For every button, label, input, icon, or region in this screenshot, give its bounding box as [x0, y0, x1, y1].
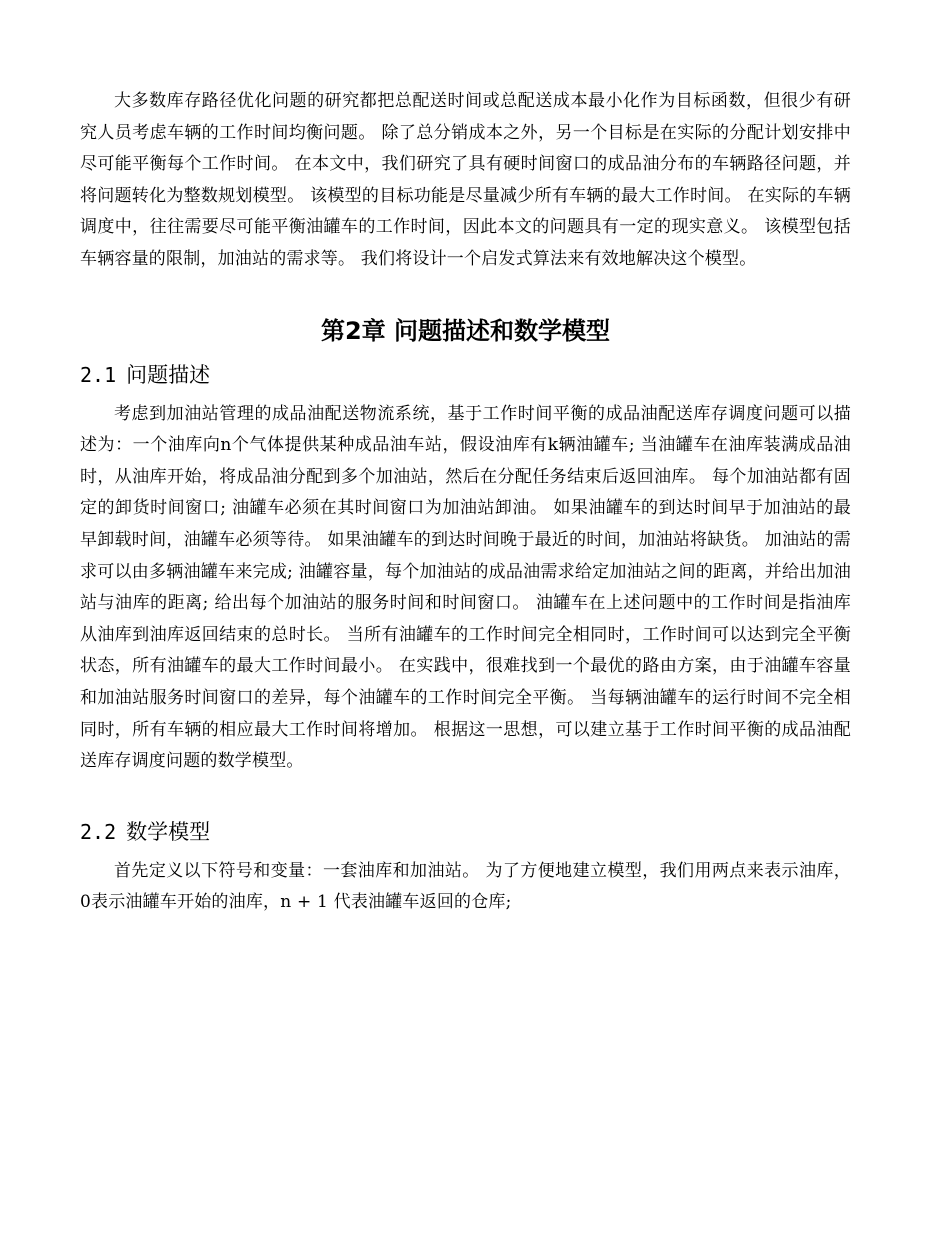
- section-heading-2-2: [80, 816, 851, 848]
- section-heading-2-1: [80, 359, 851, 391]
- problem-description-paragraph: 考虑到加油站管理的成品油配送物流系统，基于工作时间平衡的成品油配送库存调度问题可以描述为：一个油库向n个气体提供某种成品油车站，假设油库有k辆油罐车; 当油罐车在油库装满成品油时，从油库开始，将成品油分配到多个加油站，然后在分配任务结束后返回油库。 每个加油站都有固定的卸货时间窗口; 油罐车必须在其时间窗口为加油站卸油。 如果油罐车的到达时间早于加油站的最早卸载时间，油罐车必须等待。 如果油罐车的到达时间晚于最近的时间，加油站将缺货。 加油站的需求可以由多辆油罐车来完成; 油罐容量，每个加油站的成品油需求给定加油站之间的距离，并给出加油站与油库的距离; 给出每个加油站的服务时间和时间窗口。 油罐车在上述问题中的工作时间是指油库从油库到油库返回结束的总时长。 当所有油罐车的工作时间完全相同时，工作时间可以达到完全平衡状态，所有油罐车的最大工作时间最小。 在实践中，很难找到一个最优的路由方案，由于油罐车容量和加油站服务时间窗口的差异，每个油罐车的工作时间完全平衡。 当每辆油罐车的运行时间不完全相同时，所有车辆的相应最大工作时间将增加。 根据这一思想，可以建立基于工作时间平衡的成品油配送库存调度问题的数学模型。: [80, 403, 851, 772]
- document-page: [80, 86, 851, 919]
- intro-paragraph: 大多数库存路径优化问题的研究都把总配送时间或总配送成本最小化作为目标函数，但很少有研究人员考虑车辆的工作时间均衡问题。 除了总分销成本之外，另一个目标是在实际的分配计划安排中尽可能平衡每个工作时间。 在本文中，我们研究了具有硬时间窗口的成品油分布的车辆路径问题，并将问题转化为整数规划模型。 该模型的目标功能是尽量减少所有车辆的最大工作时间。 在实际的车辆调度中，往往需要尽可能平衡油罐车的工作时间，因此本文的问题具有一定的现实意义。 该模型包括车辆容量的限制，加油站的需求等。 我们将设计一个启发式算法来有效地解决这个模型。: [80, 91, 851, 269]
- section-number: 2.1: [80, 362, 117, 387]
- math-model-paragraph: 首先定义以下符号和变量：一套油库和加油站。 为了方便地建立模型，我们用两点来表示油库，0表示油罐车开始的油库，n + 1 代表油罐车返回的仓库;: [80, 860, 851, 913]
- section-title-text: 问题描述: [126, 362, 211, 387]
- section-title-text: 数学模型: [126, 819, 211, 844]
- chapter-title: 第2章 问题描述和数学模型: [320, 316, 611, 345]
- section-number: 2.2: [80, 819, 117, 844]
